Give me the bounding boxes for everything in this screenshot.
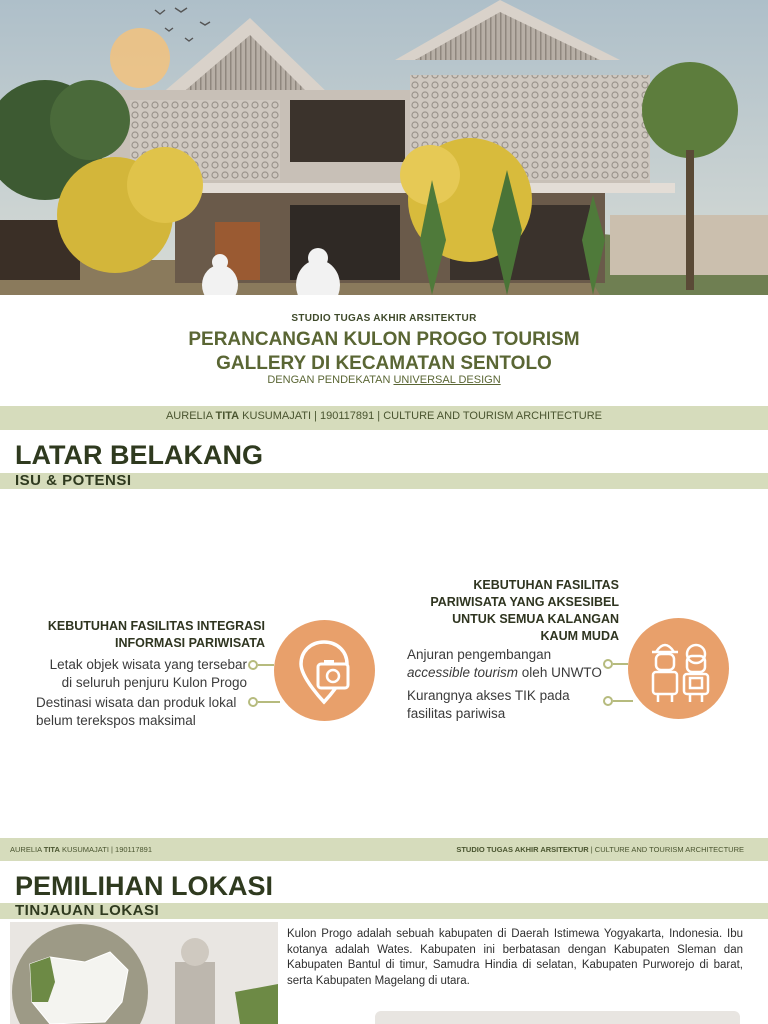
section-title-latar-belakang: LATAR BELAKANG bbox=[15, 440, 263, 470]
bullet-right-2 bbox=[603, 696, 613, 706]
footer-studio bbox=[456, 845, 744, 854]
issue-left-point-2-line-1: Destinasi wisata dan produk lokal bbox=[36, 695, 237, 710]
subtitle bbox=[0, 374, 768, 386]
issue-left-point-1 bbox=[20, 656, 247, 692]
bullet-connector-right-1 bbox=[613, 663, 628, 665]
location-description: Kulon Progo adalah sebuah kabupaten di Daerah Istimewa Yogyakarta, Indonesia. Ibu kotanya adalah Wates. Kabupaten ini berbatasan dengan Kabupaten Sleman dan Kabupaten Bantul di timur, Samudra Hindia di selatan, Kabupaten Purworejo di barat, serta Kabupaten Magelang di utara. bbox=[287, 928, 743, 987]
bullet-right-1 bbox=[603, 659, 613, 669]
issue-right-heading-line-2: PARIWISATA YANG AKSESIBEL bbox=[430, 595, 619, 609]
author-first-name: AURELIA bbox=[165, 410, 216, 422]
issue-left-point-2-line-2: belum terekspos maksimal bbox=[36, 713, 196, 728]
footer-author-middle: TITA bbox=[43, 845, 60, 854]
travelers-icon bbox=[628, 618, 729, 719]
issue-right-point-1-line-1: Anjuran pengembangan bbox=[407, 647, 552, 662]
issue-right-heading bbox=[405, 577, 619, 645]
issue-right-heading-line-1: KEBUTUHAN FASILITAS bbox=[473, 578, 619, 592]
footer-author-rest: KUSUMAJATI | 190117891 bbox=[59, 845, 153, 854]
footer-studio-track: | CULTURE AND TOURISM ARCHITECTURE bbox=[588, 845, 744, 854]
issue-left-heading bbox=[20, 618, 265, 652]
section-title-pemilihan-lokasi: PEMILIHAN LOKASI bbox=[15, 871, 274, 901]
issue-left-point-1-line-2: di seluruh penjuru Kulon Progo bbox=[61, 675, 247, 690]
author-rest: KUSUMAJATI | 190117891 | CULTURE AND TOURISM ARCHITECTURE bbox=[239, 410, 603, 422]
issue-left-icon-circle bbox=[274, 620, 375, 721]
location-map-image bbox=[10, 922, 278, 1024]
issue-right-icon-circle bbox=[628, 618, 729, 719]
issue-left-heading-line-1: KEBUTUHAN FASILITAS INTEGRASI bbox=[47, 619, 265, 633]
footer-studio-name: STUDIO TUGAS AKHIR ARSITEKTUR bbox=[456, 845, 589, 854]
author-middle-name: TITA bbox=[215, 410, 240, 422]
bullet-left-2 bbox=[248, 697, 258, 707]
issue-right-point-2 bbox=[407, 687, 607, 723]
subtitle-emphasis: UNIVERSAL DESIGN bbox=[393, 374, 501, 386]
hero-rendering-image bbox=[0, 0, 768, 295]
title-line-2: GALLERY DI KECAMATAN SENTOLO bbox=[216, 353, 552, 374]
next-card-edge bbox=[375, 1011, 740, 1024]
bullet-left-1 bbox=[248, 660, 258, 670]
bullet-connector-left-1 bbox=[258, 664, 274, 666]
unwto-text: oleh UNWTO bbox=[518, 665, 602, 680]
page-title bbox=[0, 328, 768, 376]
footer-author bbox=[10, 845, 152, 854]
issue-left-heading-line-2: INFORMASI PARIWISATA bbox=[115, 636, 265, 650]
map-pin-camera-icon bbox=[274, 620, 375, 721]
subtitle-prefix: DENGAN PENDEKATAN bbox=[267, 374, 391, 386]
issue-right-point-1 bbox=[407, 646, 607, 682]
section-subtitle-isu-potensi: ISU & POTENSI bbox=[15, 472, 132, 489]
issue-right-heading-line-4: KAUM MUDA bbox=[540, 629, 619, 643]
section-subtitle-tinjauan-lokasi: TINJAUAN LOKASI bbox=[15, 902, 160, 919]
title-line-1: PERANCANGAN KULON PROGO TOURISM bbox=[188, 329, 580, 350]
footer-author-first: AURELIA bbox=[10, 845, 44, 854]
issue-right-point-2-line-1: Kurangnya akses TIK pada bbox=[407, 688, 570, 703]
issue-left-point-1-line-1: Letak objek wisata yang tersebar bbox=[49, 657, 247, 672]
issue-left-point-2 bbox=[36, 694, 266, 730]
issue-right-heading-line-3: UNTUK SEMUA KALANGAN bbox=[452, 612, 619, 626]
issue-right-point-2-line-2: fasilitas pariwisa bbox=[407, 706, 506, 721]
studio-label: STUDIO TUGAS AKHIR ARSITEKTUR bbox=[291, 313, 477, 324]
accessible-tourism-term: accessible tourism bbox=[407, 665, 519, 680]
author-info bbox=[0, 410, 768, 422]
issue-right-point-1-line-2 bbox=[407, 664, 607, 682]
